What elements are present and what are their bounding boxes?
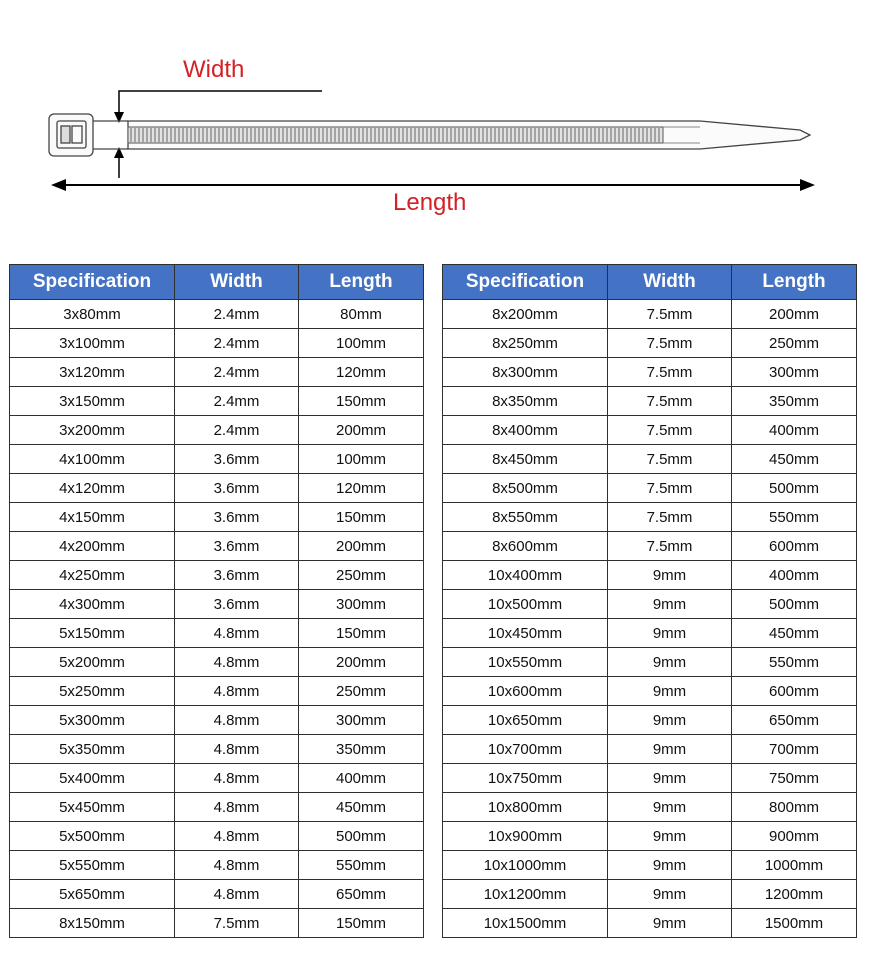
cell-width: 2.4mm xyxy=(175,358,299,387)
cell-length: 500mm xyxy=(732,474,857,503)
table-row xyxy=(10,793,424,822)
cell-length: 450mm xyxy=(732,619,857,648)
cell-specification: 5x500mm xyxy=(10,822,175,851)
cell-specification: 8x600mm xyxy=(443,532,608,561)
cell-specification: 8x500mm xyxy=(443,474,608,503)
cell-width: 2.4mm xyxy=(175,329,299,358)
cell-width: 9mm xyxy=(608,822,732,851)
table-row xyxy=(10,329,424,358)
cell-width: 7.5mm xyxy=(608,445,732,474)
table-row xyxy=(10,764,424,793)
table-row xyxy=(443,880,857,909)
cell-length: 200mm xyxy=(299,648,424,677)
cell-length: 550mm xyxy=(732,648,857,677)
cell-specification: 10x600mm xyxy=(443,677,608,706)
cell-specification: 4x120mm xyxy=(10,474,175,503)
cell-length: 400mm xyxy=(299,764,424,793)
cell-specification: 5x350mm xyxy=(10,735,175,764)
cell-specification: 10x400mm xyxy=(443,561,608,590)
cell-width: 9mm xyxy=(608,677,732,706)
cell-specification: 10x750mm xyxy=(443,764,608,793)
cell-length: 120mm xyxy=(299,474,424,503)
cell-width: 4.8mm xyxy=(175,735,299,764)
cell-length: 1000mm xyxy=(732,851,857,880)
header-specification: Specification xyxy=(443,265,608,300)
cell-specification: 4x250mm xyxy=(10,561,175,590)
cell-width: 4.8mm xyxy=(175,619,299,648)
cell-length: 350mm xyxy=(732,387,857,416)
cell-length: 350mm xyxy=(299,735,424,764)
cell-width: 7.5mm xyxy=(608,358,732,387)
cell-width: 4.8mm xyxy=(175,677,299,706)
cell-specification: 10x700mm xyxy=(443,735,608,764)
cell-specification: 8x200mm xyxy=(443,300,608,329)
table-row xyxy=(10,561,424,590)
table-row xyxy=(443,300,857,329)
cell-width: 7.5mm xyxy=(608,329,732,358)
cell-width: 2.4mm xyxy=(175,300,299,329)
table-row xyxy=(10,590,424,619)
cell-specification: 10x1500mm xyxy=(443,909,608,938)
cell-width: 7.5mm xyxy=(608,300,732,329)
cell-width: 4.8mm xyxy=(175,764,299,793)
cell-specification: 3x150mm xyxy=(10,387,175,416)
cell-specification: 8x150mm xyxy=(10,909,175,938)
cell-length: 750mm xyxy=(732,764,857,793)
table-row xyxy=(443,793,857,822)
table-row xyxy=(443,387,857,416)
cell-specification: 8x550mm xyxy=(443,503,608,532)
cell-length: 400mm xyxy=(732,561,857,590)
table-row xyxy=(10,677,424,706)
cell-specification: 10x450mm xyxy=(443,619,608,648)
table-row xyxy=(10,735,424,764)
table-row xyxy=(10,648,424,677)
cell-specification: 4x150mm xyxy=(10,503,175,532)
table-row xyxy=(443,706,857,735)
cell-length: 250mm xyxy=(732,329,857,358)
cell-length: 150mm xyxy=(299,909,424,938)
cell-length: 80mm xyxy=(299,300,424,329)
header-width: Width xyxy=(608,265,732,300)
table-row xyxy=(443,590,857,619)
spec-table-left xyxy=(9,264,424,938)
table-row xyxy=(10,474,424,503)
cell-length: 400mm xyxy=(732,416,857,445)
table-header-row xyxy=(443,265,857,300)
cell-specification: 4x300mm xyxy=(10,590,175,619)
cell-width: 3.6mm xyxy=(175,445,299,474)
cell-length: 650mm xyxy=(732,706,857,735)
cell-width: 7.5mm xyxy=(608,503,732,532)
cell-width: 7.5mm xyxy=(608,387,732,416)
cell-width: 9mm xyxy=(608,648,732,677)
cell-specification: 3x200mm xyxy=(10,416,175,445)
cell-width: 4.8mm xyxy=(175,706,299,735)
cell-specification: 5x250mm xyxy=(10,677,175,706)
cell-length: 120mm xyxy=(299,358,424,387)
header-specification: Specification xyxy=(10,265,175,300)
table-row xyxy=(10,387,424,416)
cell-width: 9mm xyxy=(608,793,732,822)
header-length: Length xyxy=(299,265,424,300)
length-label: Length xyxy=(393,189,467,216)
cell-specification: 3x80mm xyxy=(10,300,175,329)
table-row xyxy=(10,909,424,938)
table-row xyxy=(443,677,857,706)
cell-width: 7.5mm xyxy=(608,532,732,561)
table-row xyxy=(443,416,857,445)
cell-length: 1500mm xyxy=(732,909,857,938)
spec-table-left-body xyxy=(10,300,424,938)
cell-length: 250mm xyxy=(299,677,424,706)
cell-specification: 10x800mm xyxy=(443,793,608,822)
cell-specification: 8x400mm xyxy=(443,416,608,445)
cell-width: 4.8mm xyxy=(175,822,299,851)
cell-specification: 10x550mm xyxy=(443,648,608,677)
table-row xyxy=(10,358,424,387)
table-row xyxy=(10,619,424,648)
cell-width: 4.8mm xyxy=(175,648,299,677)
cell-width: 9mm xyxy=(608,735,732,764)
header-length: Length xyxy=(732,265,857,300)
length-arrow-right xyxy=(800,179,815,191)
cell-width: 9mm xyxy=(608,561,732,590)
tie-strap xyxy=(128,121,810,149)
cell-specification: 4x200mm xyxy=(10,532,175,561)
table-header-row xyxy=(10,265,424,300)
table-row xyxy=(443,445,857,474)
table-row xyxy=(443,358,857,387)
cell-specification: 3x120mm xyxy=(10,358,175,387)
cell-width: 2.4mm xyxy=(175,416,299,445)
cell-specification: 8x350mm xyxy=(443,387,608,416)
cell-specification: 8x450mm xyxy=(443,445,608,474)
cell-width: 9mm xyxy=(608,619,732,648)
cell-specification: 5x400mm xyxy=(10,764,175,793)
cell-length: 100mm xyxy=(299,329,424,358)
table-row xyxy=(10,532,424,561)
cell-width: 9mm xyxy=(608,851,732,880)
cell-length: 300mm xyxy=(732,358,857,387)
cell-specification: 5x300mm xyxy=(10,706,175,735)
table-row xyxy=(10,416,424,445)
cell-width: 3.6mm xyxy=(175,561,299,590)
cell-width: 3.6mm xyxy=(175,532,299,561)
table-row xyxy=(10,503,424,532)
cell-specification: 8x300mm xyxy=(443,358,608,387)
table-row xyxy=(10,706,424,735)
cell-specification: 8x250mm xyxy=(443,329,608,358)
cell-specification: 5x200mm xyxy=(10,648,175,677)
table-row xyxy=(443,851,857,880)
cell-length: 200mm xyxy=(299,532,424,561)
table-row xyxy=(443,909,857,938)
cell-width: 4.8mm xyxy=(175,851,299,880)
cell-width: 4.8mm xyxy=(175,793,299,822)
spec-table-right xyxy=(442,264,857,938)
cell-width: 9mm xyxy=(608,764,732,793)
cell-width: 3.6mm xyxy=(175,590,299,619)
cell-length: 500mm xyxy=(732,590,857,619)
cell-width: 9mm xyxy=(608,880,732,909)
table-row xyxy=(443,619,857,648)
cell-specification: 5x150mm xyxy=(10,619,175,648)
cell-width: 2.4mm xyxy=(175,387,299,416)
cell-width: 9mm xyxy=(608,590,732,619)
cell-specification: 10x500mm xyxy=(443,590,608,619)
tie-head xyxy=(49,114,128,156)
cell-specification: 3x100mm xyxy=(10,329,175,358)
cell-width: 3.6mm xyxy=(175,474,299,503)
cell-length: 550mm xyxy=(299,851,424,880)
cell-width: 9mm xyxy=(608,706,732,735)
cell-length: 450mm xyxy=(732,445,857,474)
cell-width: 9mm xyxy=(608,909,732,938)
cell-width: 4.8mm xyxy=(175,880,299,909)
table-row xyxy=(10,445,424,474)
cell-width: 7.5mm xyxy=(175,909,299,938)
cell-length: 1200mm xyxy=(732,880,857,909)
table-row xyxy=(443,648,857,677)
cell-specification: 5x550mm xyxy=(10,851,175,880)
cell-length: 150mm xyxy=(299,619,424,648)
cell-width: 7.5mm xyxy=(608,474,732,503)
cell-length: 700mm xyxy=(732,735,857,764)
table-row xyxy=(443,532,857,561)
table-row xyxy=(443,474,857,503)
cell-length: 800mm xyxy=(732,793,857,822)
table-row xyxy=(443,764,857,793)
length-arrow-left xyxy=(51,179,66,191)
cell-length: 500mm xyxy=(299,822,424,851)
width-label: Width xyxy=(183,56,245,83)
table-row xyxy=(443,822,857,851)
header-width: Width xyxy=(175,265,299,300)
cell-width: 3.6mm xyxy=(175,503,299,532)
cell-specification: 10x900mm xyxy=(443,822,608,851)
cell-specification: 10x650mm xyxy=(443,706,608,735)
table-row xyxy=(443,735,857,764)
cell-length: 600mm xyxy=(732,532,857,561)
cell-specification: 4x100mm xyxy=(10,445,175,474)
cell-length: 150mm xyxy=(299,503,424,532)
cell-specification: 10x1000mm xyxy=(443,851,608,880)
cell-specification: 5x450mm xyxy=(10,793,175,822)
table-row xyxy=(10,880,424,909)
cell-length: 100mm xyxy=(299,445,424,474)
cell-length: 450mm xyxy=(299,793,424,822)
cell-length: 300mm xyxy=(299,706,424,735)
cell-specification: 5x650mm xyxy=(10,880,175,909)
cell-specification: 10x1200mm xyxy=(443,880,608,909)
cell-length: 200mm xyxy=(299,416,424,445)
cell-width: 7.5mm xyxy=(608,416,732,445)
cell-length: 600mm xyxy=(732,677,857,706)
cell-length: 150mm xyxy=(299,387,424,416)
table-row xyxy=(10,851,424,880)
table-row xyxy=(443,503,857,532)
cell-length: 250mm xyxy=(299,561,424,590)
cell-length: 550mm xyxy=(732,503,857,532)
table-row xyxy=(443,329,857,358)
cell-length: 300mm xyxy=(299,590,424,619)
table-row xyxy=(10,300,424,329)
table-row xyxy=(443,561,857,590)
cell-length: 650mm xyxy=(299,880,424,909)
spec-table-right-body xyxy=(443,300,857,938)
cell-length: 900mm xyxy=(732,822,857,851)
table-row xyxy=(10,822,424,851)
cell-length: 200mm xyxy=(732,300,857,329)
